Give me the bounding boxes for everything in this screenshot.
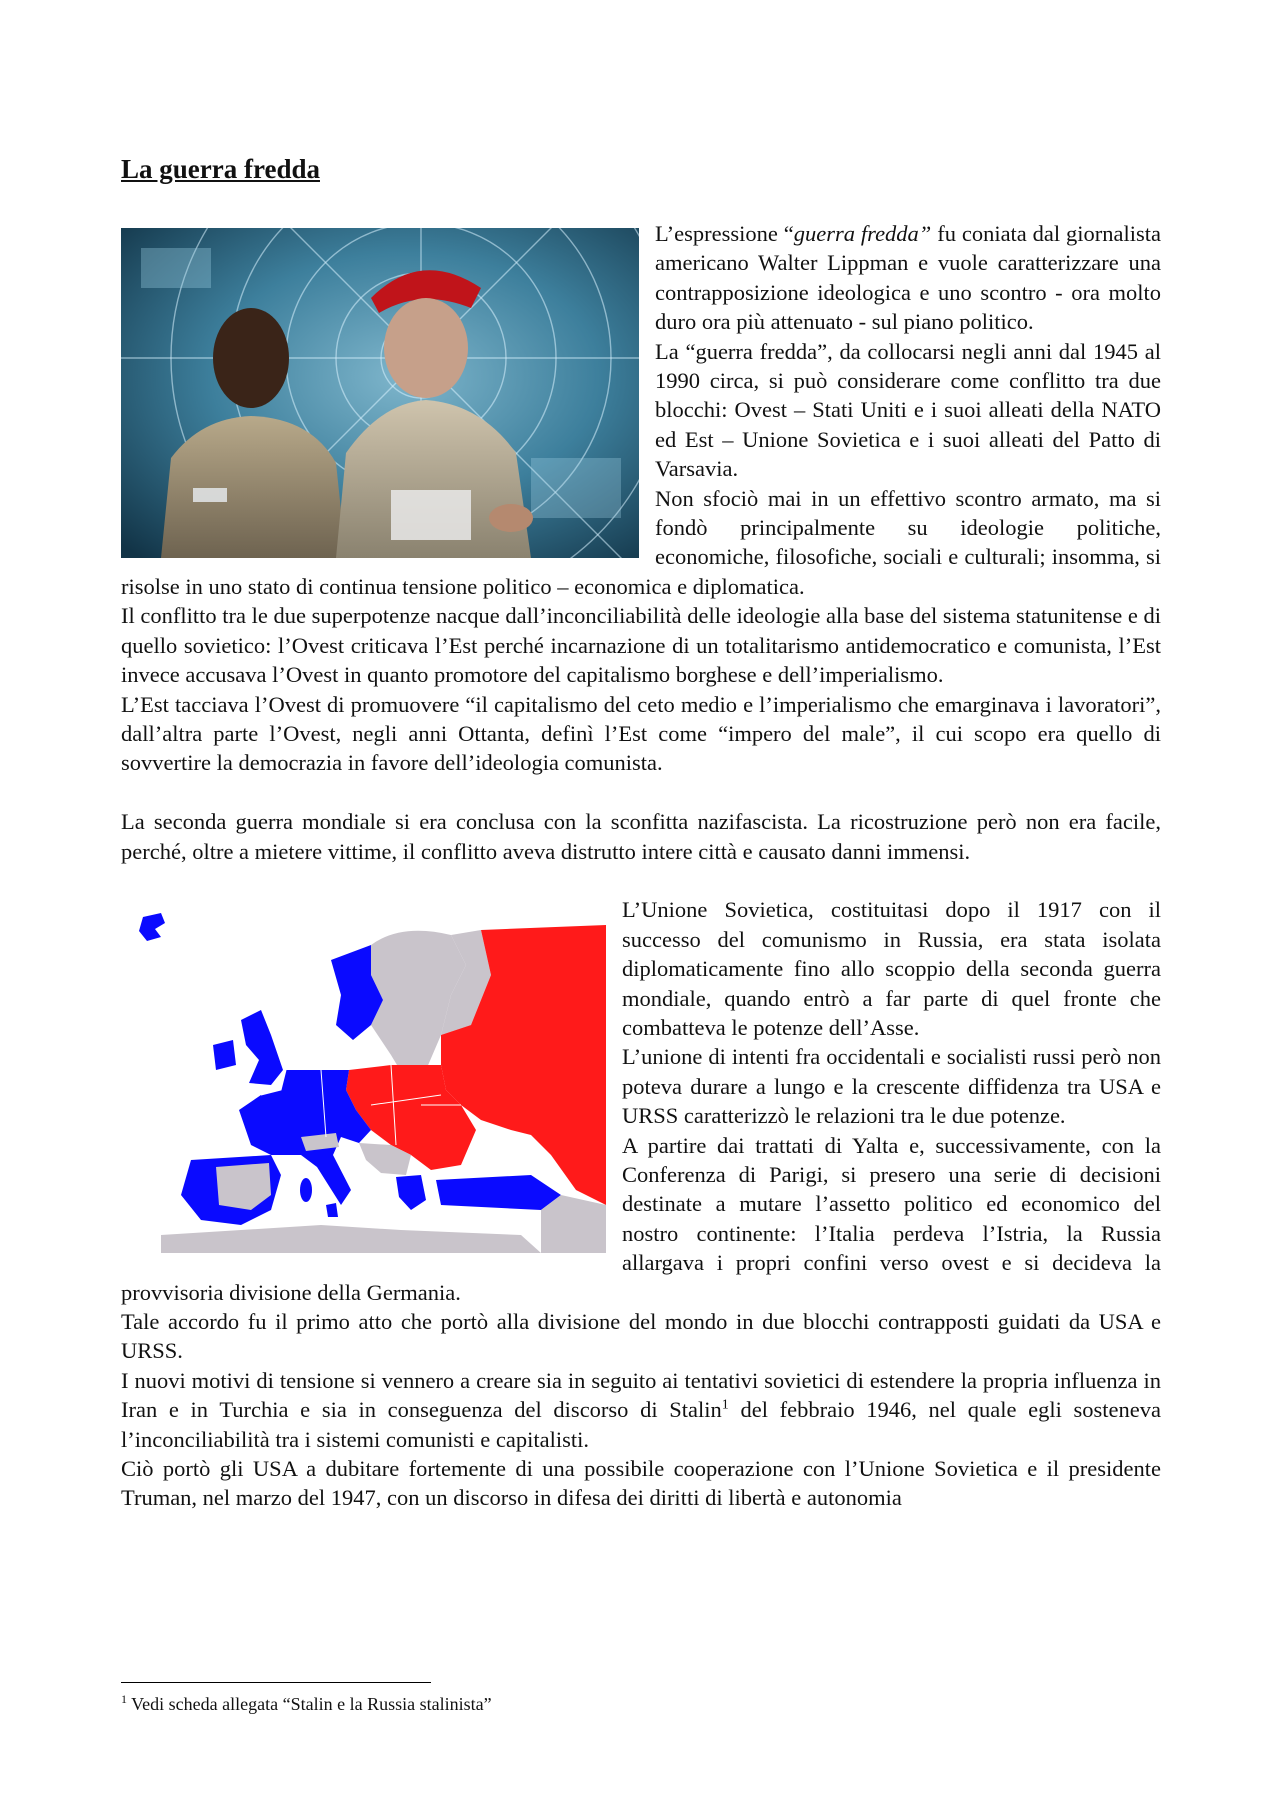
europe-map (121, 905, 606, 1253)
europe-blocs-map-image (121, 905, 606, 1253)
footnote-marker: 1 (121, 1692, 127, 1706)
radar-scene-photo-image (121, 228, 639, 558)
paragraph-1: L’espressione “guerra fredda” fu coniata dal giornalista americano Walter Lippman e vuole caratterizzare una contrapposizione ideologica e uno scontro - ora molto duro ora più attenuato - sul piano politico. (655, 221, 1162, 335)
footnote-divider (121, 1682, 431, 1683)
footnote (121, 1693, 492, 1715)
paragraph-6: La seconda guerra mondiale si era conclusa con la sconfitta nazifascista. La ricostruzione però non era facile, perché, oltre a mietere vittime, il conflitto aveva distrutto intere città e causato danni immensi. (121, 809, 1161, 864)
footnote-ref: 1 (721, 1397, 729, 1413)
paragraph-5: L’Est tacciava l’Ovest di promuovere “il capitalismo del ceto medio e l’imperialismo che emarginava i lavoratori”, dall’altra parte l’Ovest, negli anni Ottanta, definì l’Est come “impero del male”, il cui scopo era quello di sovvertire la democrazia in favore dell’ideologia comunista. (121, 691, 1161, 776)
paragraph-12: Ciò portò gli USA a dubitare fortemente di una possibile cooperazione con l’Unione Sovietica e il presidente Truman, nel marzo del 1947, con un discorso in difesa dei diritti di libertà e autonomia (121, 1456, 1161, 1511)
page-title: La guerra fredda (121, 154, 320, 184)
paragraph-8: L’unione di intenti fra occidentali e socialisti russi però non poteva durare a lungo e la crescente diffidenza tra USA e URSS caratterizzò le relazioni tra le due potenze. (622, 1044, 1161, 1129)
paragraph-10: Tale accordo fu il primo atto che portò alla divisione del mondo in due blocchi contrapposti guidati da USA e URSS. (121, 1309, 1161, 1364)
paragraph-3: Non sfociò mai in un effettivo scontro armato, ma si fondò principalmente su ideologie politiche, economiche, filosofiche, sociali e culturali; insomma, si risolse in uno stato di continua tensione politico – economica e diplomatica. (121, 485, 1161, 599)
paragraph-2: La “guerra fredda”, da collocarsi negli anni dal 1945 al 1990 circa, si può considerare come conflitto tra due blocchi: Ovest – Stati Uniti e i suoi alleati della NATO ed Est – Unione Sovietica e i suoi alleati del Patto di Varsavia. (655, 338, 1161, 482)
footnote-text: Vedi scheda allegata “Stalin e la Russia stalinista” (127, 1694, 492, 1714)
body-text (121, 219, 1161, 1513)
paragraph-11: I nuovi motivi di tensione si vennero a creare sia in seguito ai tentativi sovietici di estendere la propria influenza in Iran e in Turchia e sia in conseguenza del discorso di Stalin$^1$ del febbraio 1946, nel quale egli sosteneva l’inconciliabilità tra i sistemi comunisti e capitalisti. (121, 1367, 1161, 1452)
radar-photo (121, 228, 639, 558)
paragraph-7: L’Unione Sovietica, costituitasi dopo il 1917 con il successo del comunismo in Russia, era stata isolata diplomaticamente fino allo scoppio della seconda guerra mondiale, quando entrò a far parte di quel fronte che combatteva le potenze dell’Asse. (622, 897, 1161, 1040)
paragraph-9: A partire dai trattati di Yalta e, successivamente, con la Conferenza di Parigi, si presero una serie di decisioni destinate a mutare l’assetto politico ed economico del nostro continente: l’Italia perdeva l’Istria, la Russia allargava i propri confini verso ovest e si decideva la provvisoria divisione della Germania. (121, 1132, 1161, 1305)
paragraph-4: Il conflitto tra le due superpotenze nacque dall’inconciliabilità delle ideologie alla base del sistema statunitense e di quello sovietico: l’Ovest criticava l’Est perché incarnazione di un totalitarismo antidemocratico e comunista, l’Est invece accusava l’Ovest in quanto promotore del capitalismo borghese e dell’imperialismo. (121, 603, 1161, 688)
